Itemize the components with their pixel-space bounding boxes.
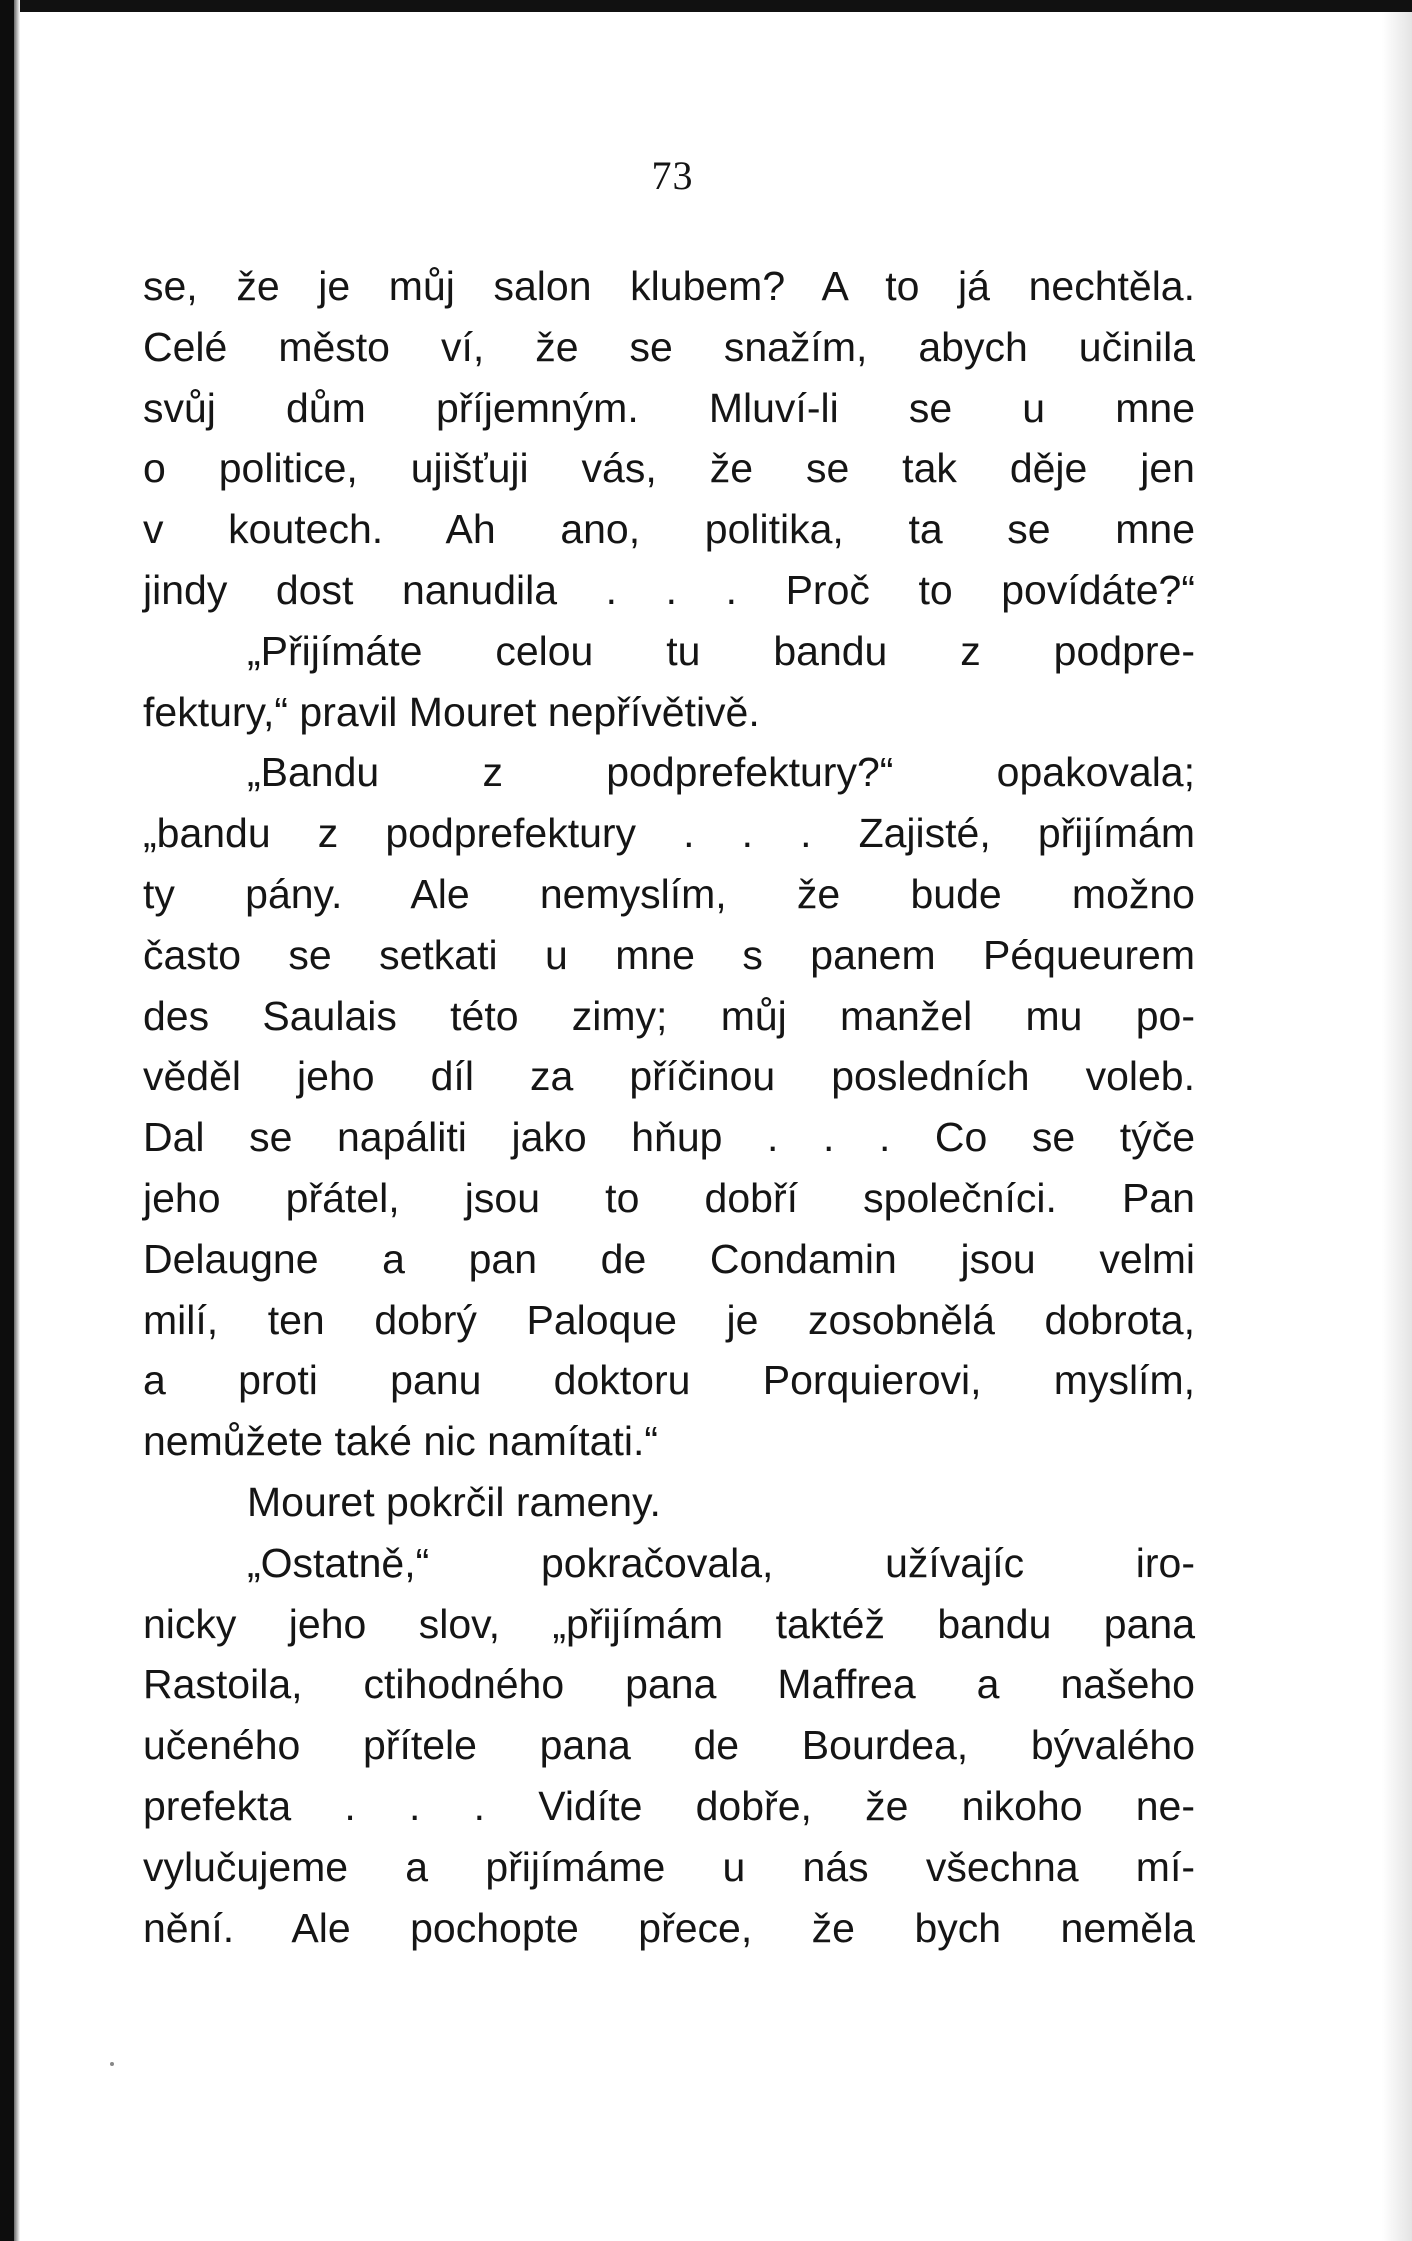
text-line: „Bandu z podprefektury?“ opakovala; <box>247 749 1195 796</box>
text-line: „bandu z podprefektury . . . Zajisté, přijímám <box>143 810 1195 857</box>
text-line: jindy dost nanudila . . . Proč to povídáte?“ <box>143 566 1195 613</box>
text-line: nění. Ale pochopte přece, že bych neměla <box>143 1904 1195 1951</box>
scan-left-shadow <box>14 0 20 2241</box>
text-line: nemůžete také nic namítati.“ <box>143 1418 659 1465</box>
text-line: učeného přítele pana de Bourdea, bývalého <box>143 1722 1195 1769</box>
text-line: Rastoila, ctihodného pana Maffrea a našeho <box>143 1661 1195 1708</box>
scan-top-border <box>0 0 1412 12</box>
text-line: ty pány. Ale nemyslím, že bude možno <box>143 870 1195 917</box>
text-line: vylučujeme a přijímáme u nás všechna mí- <box>143 1843 1195 1890</box>
text-line: často se setkati u mne s panem Péqueurem <box>143 931 1195 978</box>
text-line: Celé město ví, že se snažím, abych učinila <box>143 323 1195 370</box>
text-line: Delaugne a pan de Condamin jsou velmi <box>143 1235 1195 1282</box>
page-number: 73 <box>651 153 694 198</box>
text-line: nicky jeho slov, „přijímám taktéž bandu pana <box>143 1600 1195 1647</box>
body-text <box>143 256 1195 1958</box>
text-line: des Saulais této zimy; můj manžel mu po- <box>143 992 1195 1039</box>
text-line: jeho přátel, jsou to dobří společníci. Pan <box>143 1174 1195 1221</box>
scan-left-border <box>0 0 14 2241</box>
text-line: o politice, ujišťuji vás, že se tak děje jen <box>143 445 1195 492</box>
text-line: fektury,“ pravil Mouret nepřívětivě. <box>143 688 760 735</box>
text-line: prefekta . . . Vidíte dobře, že nikoho ne- <box>143 1782 1195 1829</box>
paper-speck <box>110 2062 114 2066</box>
scan-right-edge <box>1382 12 1412 2241</box>
text-line: a proti panu doktoru Porquierovi, myslím, <box>143 1357 1195 1404</box>
text-line: svůj dům příjemným. Mluví-li se u mne <box>143 384 1195 431</box>
text-line: se, že je můj salon klubem? A to já nechtěla. <box>143 263 1195 309</box>
text-line: „Přijímáte celou tu bandu z podpre- <box>247 627 1195 674</box>
text-line: „Ostatně,“ pokračovala, užívajíc iro- <box>247 1539 1195 1586</box>
text-line: v koutech. Ah ano, politika, ta se mne <box>143 506 1195 553</box>
text-line: milí, ten dobrý Paloque je zosobnělá dobrota, <box>143 1296 1195 1343</box>
text-line: Dal se napáliti jako hňup . . . Co se týče <box>143 1114 1195 1161</box>
text-line: věděl jeho díl za příčinou posledních voleb. <box>143 1053 1195 1100</box>
text-line: Mouret pokrčil rameny. <box>247 1478 661 1525</box>
